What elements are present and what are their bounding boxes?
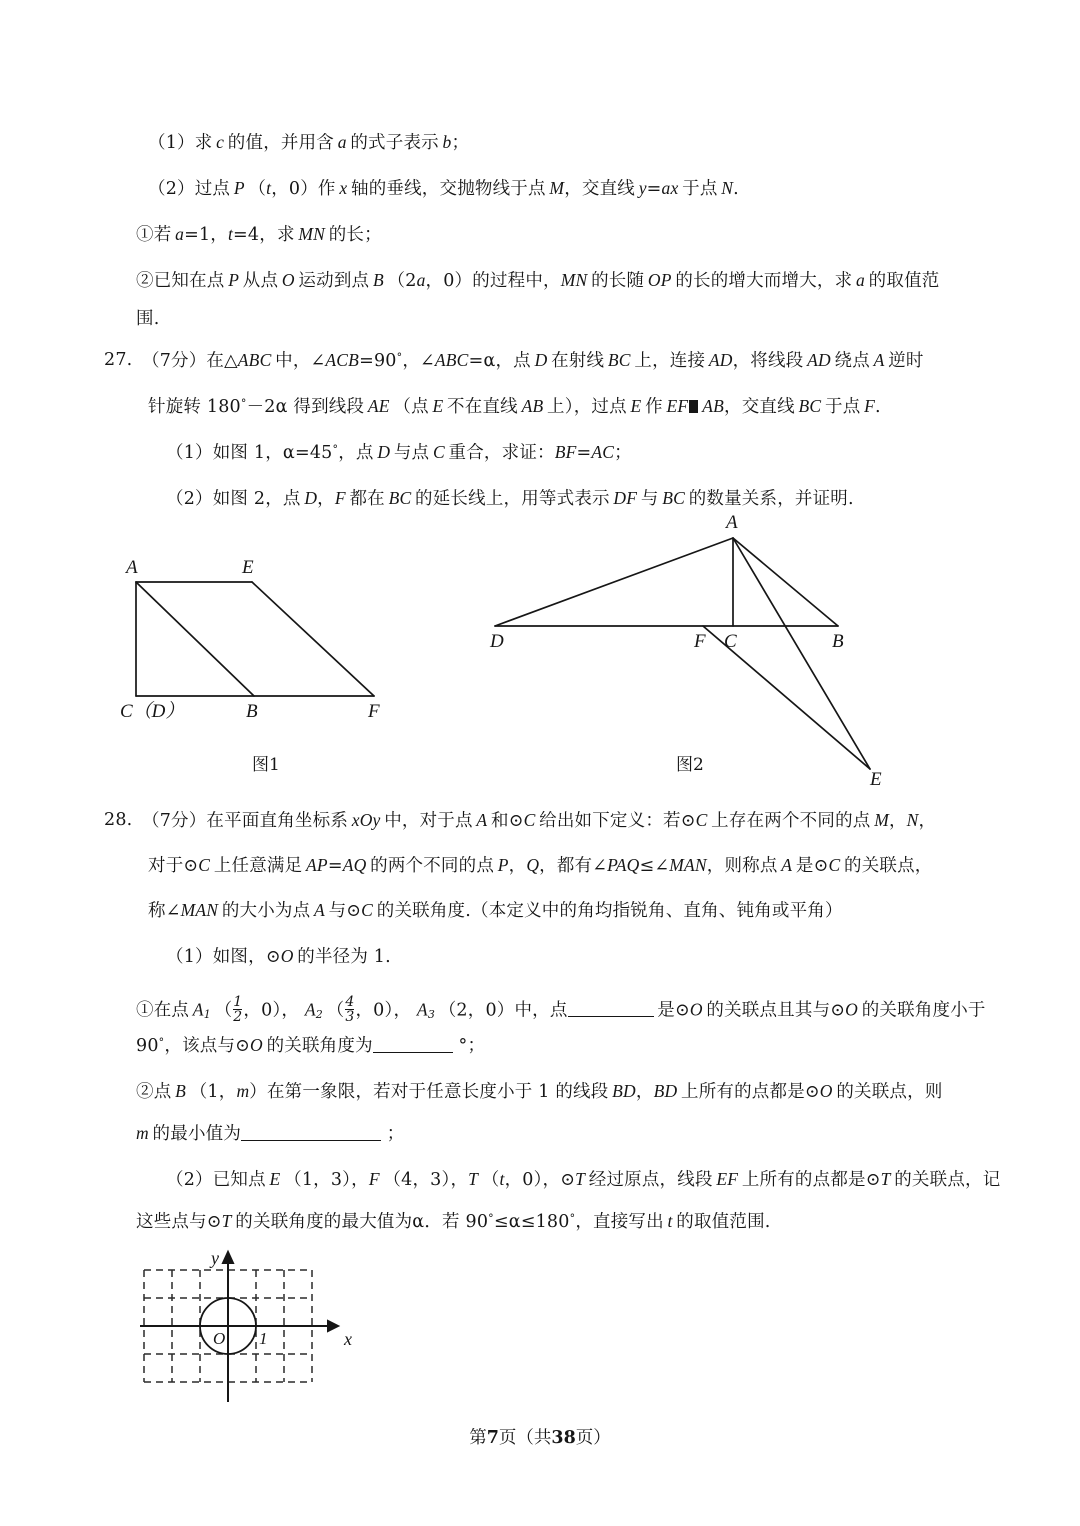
fig2-label-D: D [490,631,504,652]
q28-item-2-line1: （2）已知点 E （1，3），F （4，3），T （t，0），⊙T 经过原点，线段 EF 上所有的点都是⊙T 的关联点，记 [166,1169,1001,1190]
fig1-label-E: E [242,557,254,578]
q26-item-2-sub1: ①若 a=1，t=4，求 MN 的长； [136,224,382,245]
fig1-edge-EF [252,582,374,696]
q28-stem-line3: 称∠MAN 的大小为点 A 与⊙C 的关联角度.（本定义中的角均指锐角、直角、钝角或平角） [148,900,843,921]
q26-item-2-sub2: ②已知在点 P 从点 O 运动到点 B （2a，0）的过程中，MN 的长随 OP 的长的增大而增大，求 a 的取值范 [136,270,940,291]
fig1-label-A: A [126,557,138,578]
fraction-one-half: $\frac{1}{2}$ [233,994,243,1026]
figure-1-caption: 图1 [252,755,280,775]
page-footer [0,1424,1080,1449]
answer-blank-3[interactable] [241,1140,381,1141]
q28-stem-line1: （7分）在平面直角坐标系 xOy 中，对于点 A 和⊙C 给出如下定义：若⊙C 上存在两个不同的点 M，N， [142,810,937,831]
q28-item-1-sub1-line1: ①在点 $A_1$ （ $\frac{1}{2}$ ，0）， $A_2$ （ $\frac{4}{3}$ ，0）， $A_3$ （2，0）中，点 是⊙O 的关联点且其与⊙O 的关联角度小于 [136,994,986,1026]
x-axis-arrow [328,1321,338,1331]
grid-figure [140,1250,380,1410]
fig2-label-C: C [724,631,737,652]
answer-blank-2[interactable] [373,1052,453,1053]
perpendicular-glyph [689,400,698,413]
q27-stem-line1: （7分）在△ABC 中，∠ACB=90°，∠ABC=α，点 D 在射线 BC 上，连接 AD，将线段 AD 绕点 A 逆时 [142,350,924,371]
q27-stem-line2: 针旋转 180°－2α 得到线段 AE （点 E 不在直线 AB 上），过点 E 作 EF AB，交直线 BC 于点 F. [148,396,881,417]
q28-item-1-sub2-line2: m 的最小值为 ； [136,1123,405,1144]
grid-label-unit-1: 1 [259,1329,268,1348]
fig1-label-CD: C（D） [120,701,185,722]
figure-2 [490,508,890,788]
grid-label-x: x [344,1329,352,1349]
q28-stem-line2: 对于⊙C 上任意满足 AP=AQ 的两个不同的点 P，Q，都有∠PAQ≤∠MAN，则称点 A 是⊙C 的关联点， [148,855,933,876]
q27-item-2: （2）如图 2，点 D，F 都在 BC 的延长线上，用等式表示 DF 与 BC 的数量关系，并证明. [166,488,854,509]
footer-page-number: 7 [486,1428,499,1448]
q27-number: 27. [104,350,133,370]
footer-total-pages: 38 [551,1428,576,1448]
footer-prefix: 第 [469,1428,487,1448]
q26-item-2: （2）过点 P （t，0）作 x 轴的垂线，交抛物线于点 M，交直线 y=ax 于点 N. [148,178,739,199]
fig2-label-A: A [726,512,738,533]
fraction-four-thirds: $\frac{4}{3}$ [345,994,355,1026]
fig2-edge-DA [495,538,733,626]
fig1-label-B: B [246,701,258,722]
answer-blank-1[interactable] [568,1016,654,1017]
q28-item-2-line2: 这些点与⊙T 的关联角度的最大值为α．若 90°≤α≤180°，直接写出 t 的取值范围. [136,1211,771,1232]
grid-label-y: y [211,1248,219,1268]
fig2-edge-AE [733,538,870,769]
q28-item-1: （1）如图，⊙O 的半径为 1. [166,946,391,967]
q28-number: 28. [104,810,133,830]
fig1-label-F: F [368,701,380,722]
figure-2-caption: 图2 [676,755,704,775]
q26-item-1: （1）求 c 的值，并用含 a 的式子表示 b； [148,132,470,153]
fig1-edge-AB [136,582,254,696]
q26-item-2-sub2-cont: 围. [136,309,160,329]
grid-label-origin: O [213,1329,226,1348]
q28-item-1-sub2-line1: ②点 B （1，m）在第一象限，若对于任意长度小于 1 的线段 BD，BD 上所有的点都是⊙O 的关联点，则 [136,1081,943,1102]
axes [140,1252,338,1402]
q27-item-1: （1）如图 1，α=45°，点 D 与点 C 重合，求证：BF=AC； [166,442,632,463]
y-axis-arrow [223,1252,233,1263]
q28-item-1-sub1-line2: 90°，该点与⊙O 的关联角度为 °； [136,1035,486,1056]
fig2-label-F: F [694,631,706,652]
footer-suffix: 页） [575,1428,611,1448]
fig2-label-B: B [832,631,844,652]
footer-middle: 页（共 [498,1428,552,1448]
fig2-label-E: E [870,769,882,790]
fig2-edge-AB [733,538,838,626]
figure-1 [118,557,418,730]
